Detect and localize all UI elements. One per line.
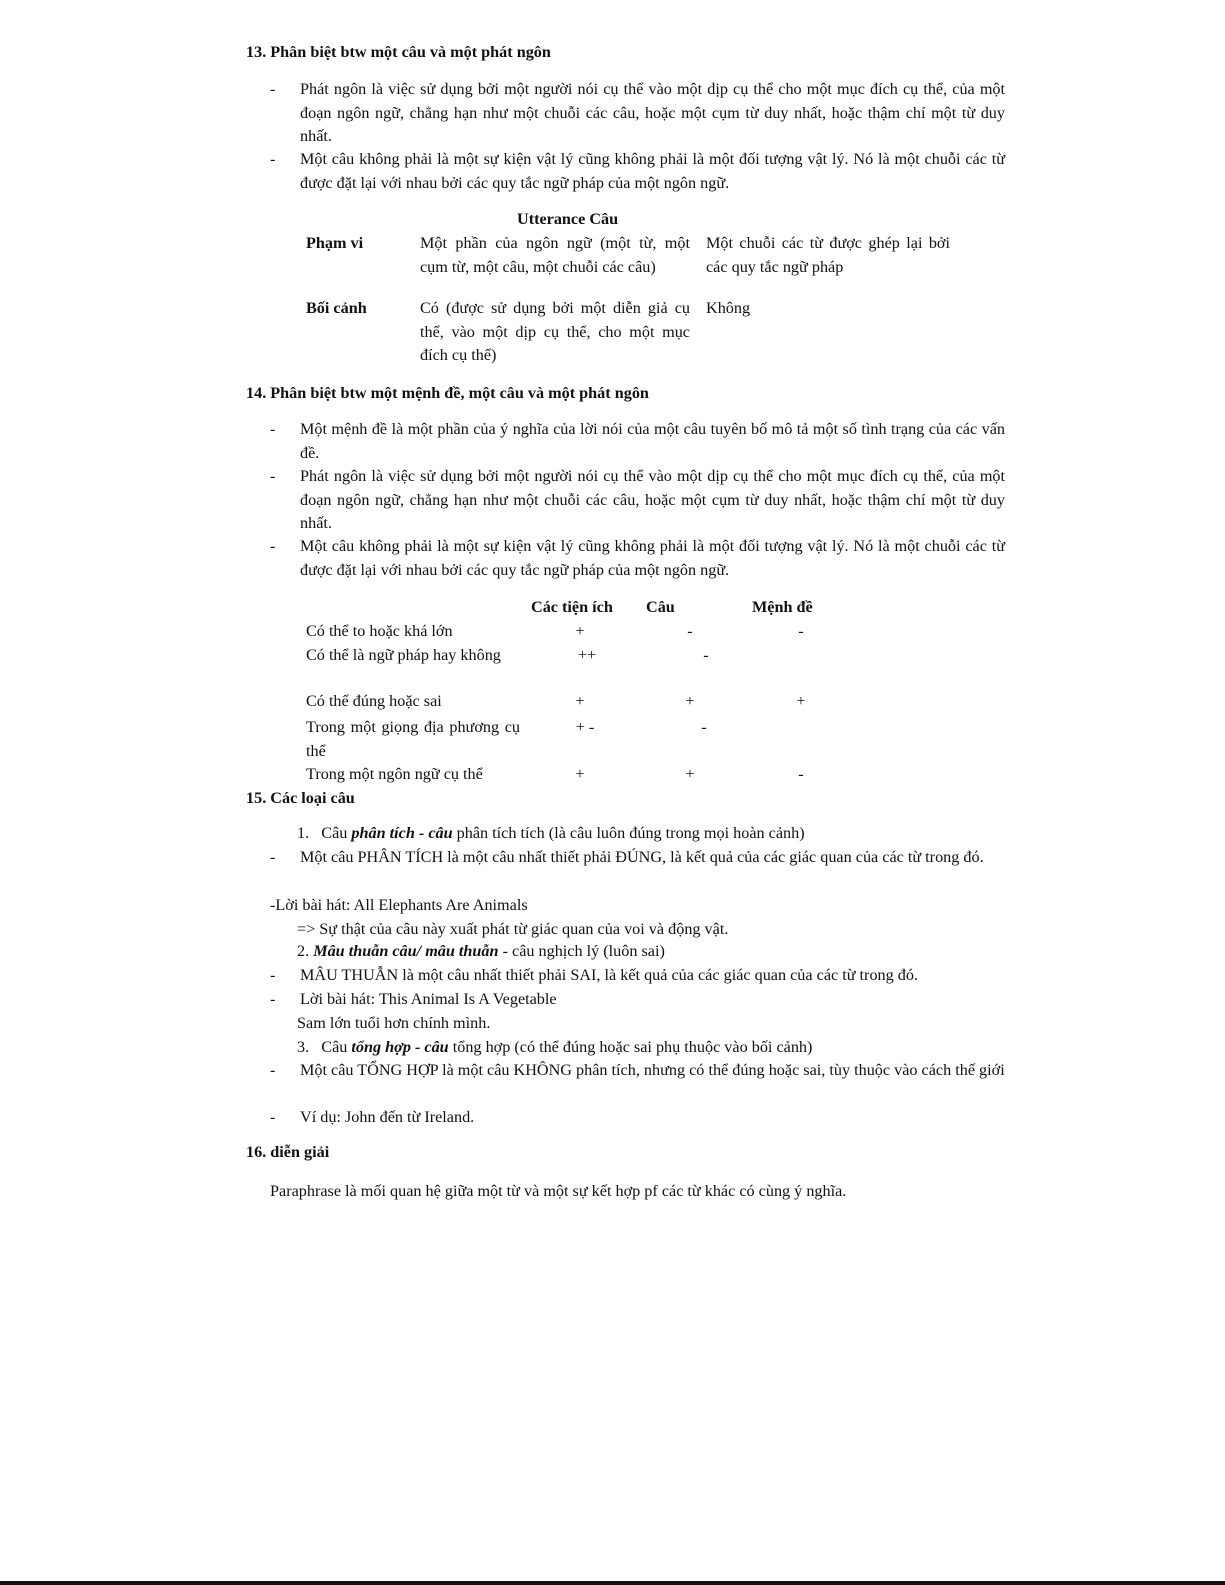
s14-row-5-utility: + — [575, 765, 585, 783]
s14-row-1-utility: + — [575, 622, 585, 640]
s14-col-header-proposition: Mệnh đề — [752, 598, 813, 616]
bullet-dash: - — [270, 848, 276, 866]
s15-item-3-bullet-1 — [270, 1059, 1005, 1105]
bullet-dash: - — [270, 990, 276, 1008]
s15-item-1-term: phân tích - câu — [351, 824, 453, 842]
s15-item-3-pre: Câu — [321, 1038, 352, 1056]
s15-item-2-bullet-1 — [270, 964, 1005, 987]
s14-bullet-3 — [270, 535, 1005, 582]
s15-item-1-bullet-text: Một câu PHÂN TÍCH là một câu nhất thiết phải ĐÚNG, là kết quả của các giác quan của các từ trong đó. — [300, 848, 984, 866]
s15-item-1-post: phân tích tích (là câu luôn đúng trong mọi hoàn cảnh) — [452, 824, 805, 842]
s14-row-1-label: Có thể to hoặc khá lớn — [306, 622, 453, 640]
s14-row-3-sentence: + — [685, 692, 695, 710]
bullet-dash: - — [270, 1108, 276, 1126]
s15-item-1-pre: Câu — [321, 824, 352, 842]
s14-row-2-label: Có thể là ngữ pháp hay không — [306, 646, 501, 664]
s15-item-2-post: - câu nghịch lý (luôn sai) — [498, 942, 665, 960]
section-16-heading: 16. diễn giải — [246, 1143, 330, 1161]
s15-item-3-bullet-2 — [270, 1106, 1005, 1129]
bullet-dash: - — [270, 1061, 276, 1079]
s15-item-2 — [297, 940, 665, 964]
s15-item-1 — [297, 822, 805, 846]
bullet-dash: - — [270, 537, 276, 555]
s13-row-2-label: Bối cảnh — [306, 299, 367, 317]
s15-item-2-bullet-2 — [270, 988, 1005, 1011]
s15-item-3 — [297, 1036, 812, 1060]
s13-row-1-label: Phạm vi — [306, 234, 364, 252]
s15-item-1-bullet — [270, 846, 1005, 892]
s14-bullet-3-text: Một câu không phải là một sự kiện vật lý cũng không phải là một đối tượng vật lý. Nó là một chuỗi các từ được đặt lại với nhau bởi các quy tắc ngữ pháp của một ngôn ngữ. — [300, 537, 1005, 579]
s14-row-3-label: Có thể đúng hoặc sai — [306, 692, 442, 710]
s14-row-1-sentence: - — [687, 622, 693, 640]
s15-item-3-bullet-1-text: Một câu TỔNG HỢP là một câu KHÔNG phân tích, nhưng có thể đúng hoặc sai, tùy thuộc vào cách thế giới — [300, 1061, 1005, 1079]
s13-row-2-sentence: Không — [706, 299, 751, 317]
s13-bullet-1 — [270, 78, 1005, 148]
bullet-dash: - — [270, 420, 276, 438]
bullet-dash: - — [270, 467, 276, 485]
s15-item-3-post: tổng hợp (có thể đúng hoặc sai phụ thuộc vào bối cảnh) — [448, 1038, 813, 1056]
section-13-heading: 13. Phân biệt btw một câu và một phát ngôn — [246, 43, 551, 61]
s15-item-3-num: 3. — [297, 1038, 310, 1056]
section-14-heading: 14. Phân biệt btw một mệnh đề, một câu và một phát ngôn — [246, 384, 649, 402]
s14-row-4-utility: + - — [575, 718, 595, 736]
s14-col-header-utility: Các tiện ích — [531, 598, 613, 616]
s14-bullet-2-text: Phát ngôn là việc sử dụng bởi một người nói cụ thể vào một dịp cụ thể cho một mục đích cụ thể, của một đoạn ngôn ngữ, chẳng hạn như một chuỗi các câu, hoặc một cụm từ duy nhất, hoặc thậm chí một từ duy nhất. — [300, 467, 1005, 532]
s14-row-5-label: Trong một ngôn ngữ cụ thể — [306, 765, 483, 783]
s15-item-2-bullet-1-text: MÂU THUẪN là một câu nhất thiết phải SAI, là kết quả của các giác quan của các từ trong đó. — [300, 966, 919, 984]
s13-bullet-2 — [270, 148, 1005, 195]
s15-item-3-term: tổng hợp - câu — [351, 1038, 449, 1056]
page-bottom-border — [0, 1581, 1225, 1585]
bullet-dash: - — [270, 966, 276, 984]
bullet-dash: - — [270, 80, 276, 98]
s13-bullet-1-text: Phát ngôn là việc sử dụng bởi một người nói cụ thể vào một dịp cụ thể cho một mục đích cụ thể, của một đoạn ngôn ngữ, chẳng hạn như một chuỗi các câu, hoặc một cụm từ duy nhất, hoặc thậm chí một từ duy nhất. — [300, 80, 1005, 145]
s13-table-header: Utterance Câu — [517, 210, 619, 228]
s14-row-4-sentence: - — [701, 718, 707, 736]
s15-item-3-bullet-2-text: Ví dụ: John đến từ Ireland. — [300, 1108, 475, 1126]
s14-row-2-sentence: - — [703, 646, 709, 664]
s15-lyric-1: -Lời bài hát: All Elephants Are Animals — [270, 896, 528, 914]
s15-lyric-1-note: => Sự thật của câu này xuất phát từ giác quan của voi và động vật. — [297, 920, 729, 938]
s14-row-5-proposition: - — [798, 765, 804, 783]
s14-bullet-1-text: Một mệnh đề là một phần của ý nghĩa của lời nói của một câu tuyên bố mô tả một số tình trạng của các vấn đề. — [300, 420, 1005, 462]
s14-row-2-utility: ++ — [577, 646, 597, 664]
s14-row-3-proposition: + — [796, 692, 806, 710]
s15-item-2-note: Sam lớn tuổi hơn chính mình. — [297, 1014, 491, 1032]
section-15-heading: 15. Các loại câu — [246, 789, 355, 807]
s13-bullet-2-text: Một câu không phải là một sự kiện vật lý cũng không phải là một đối tượng vật lý. Nó là một chuỗi các từ được đặt lại với nhau bởi các quy tắc ngữ pháp của một ngôn ngữ. — [300, 150, 1005, 192]
s16-paragraph: Paraphrase là mối quan hệ giữa một từ và một sự kết hợp pf các từ khác có cùng ý nghĩa. — [270, 1182, 847, 1200]
s14-row-4-label: Trong một giọng địa phương cụ thể — [306, 718, 520, 760]
bullet-dash: - — [270, 150, 276, 168]
s14-row-1-proposition: - — [798, 622, 804, 640]
s13-row-1-utterance: Một phần của ngôn ngữ (một từ, một cụm từ, một câu, một chuỗi các câu) — [420, 234, 690, 276]
s15-item-2-bullet-2-text: Lời bài hát: This Animal Is A Vegetable — [300, 990, 557, 1008]
s15-item-1-num: 1. — [297, 824, 310, 842]
s15-item-2-term: Mâu thuẫn câu/ mâu thuẫn — [313, 942, 499, 960]
s13-row-1-sentence: Một chuỗi các từ được ghép lại bởi các quy tắc ngữ pháp — [706, 234, 950, 276]
s14-col-header-sentence: Câu — [646, 598, 675, 616]
s14-row-5-sentence: + — [685, 765, 695, 783]
s14-bullet-1 — [270, 418, 1005, 464]
s13-row-2-utterance: Có (được sử dụng bởi một diễn giả cụ thể, vào một dịp cụ thể, cho một mục đích cụ thể) — [420, 299, 690, 364]
s14-bullet-2 — [270, 465, 1005, 535]
s14-row-3-utility: + — [575, 692, 585, 710]
s15-item-2-num: 2. — [297, 942, 310, 960]
